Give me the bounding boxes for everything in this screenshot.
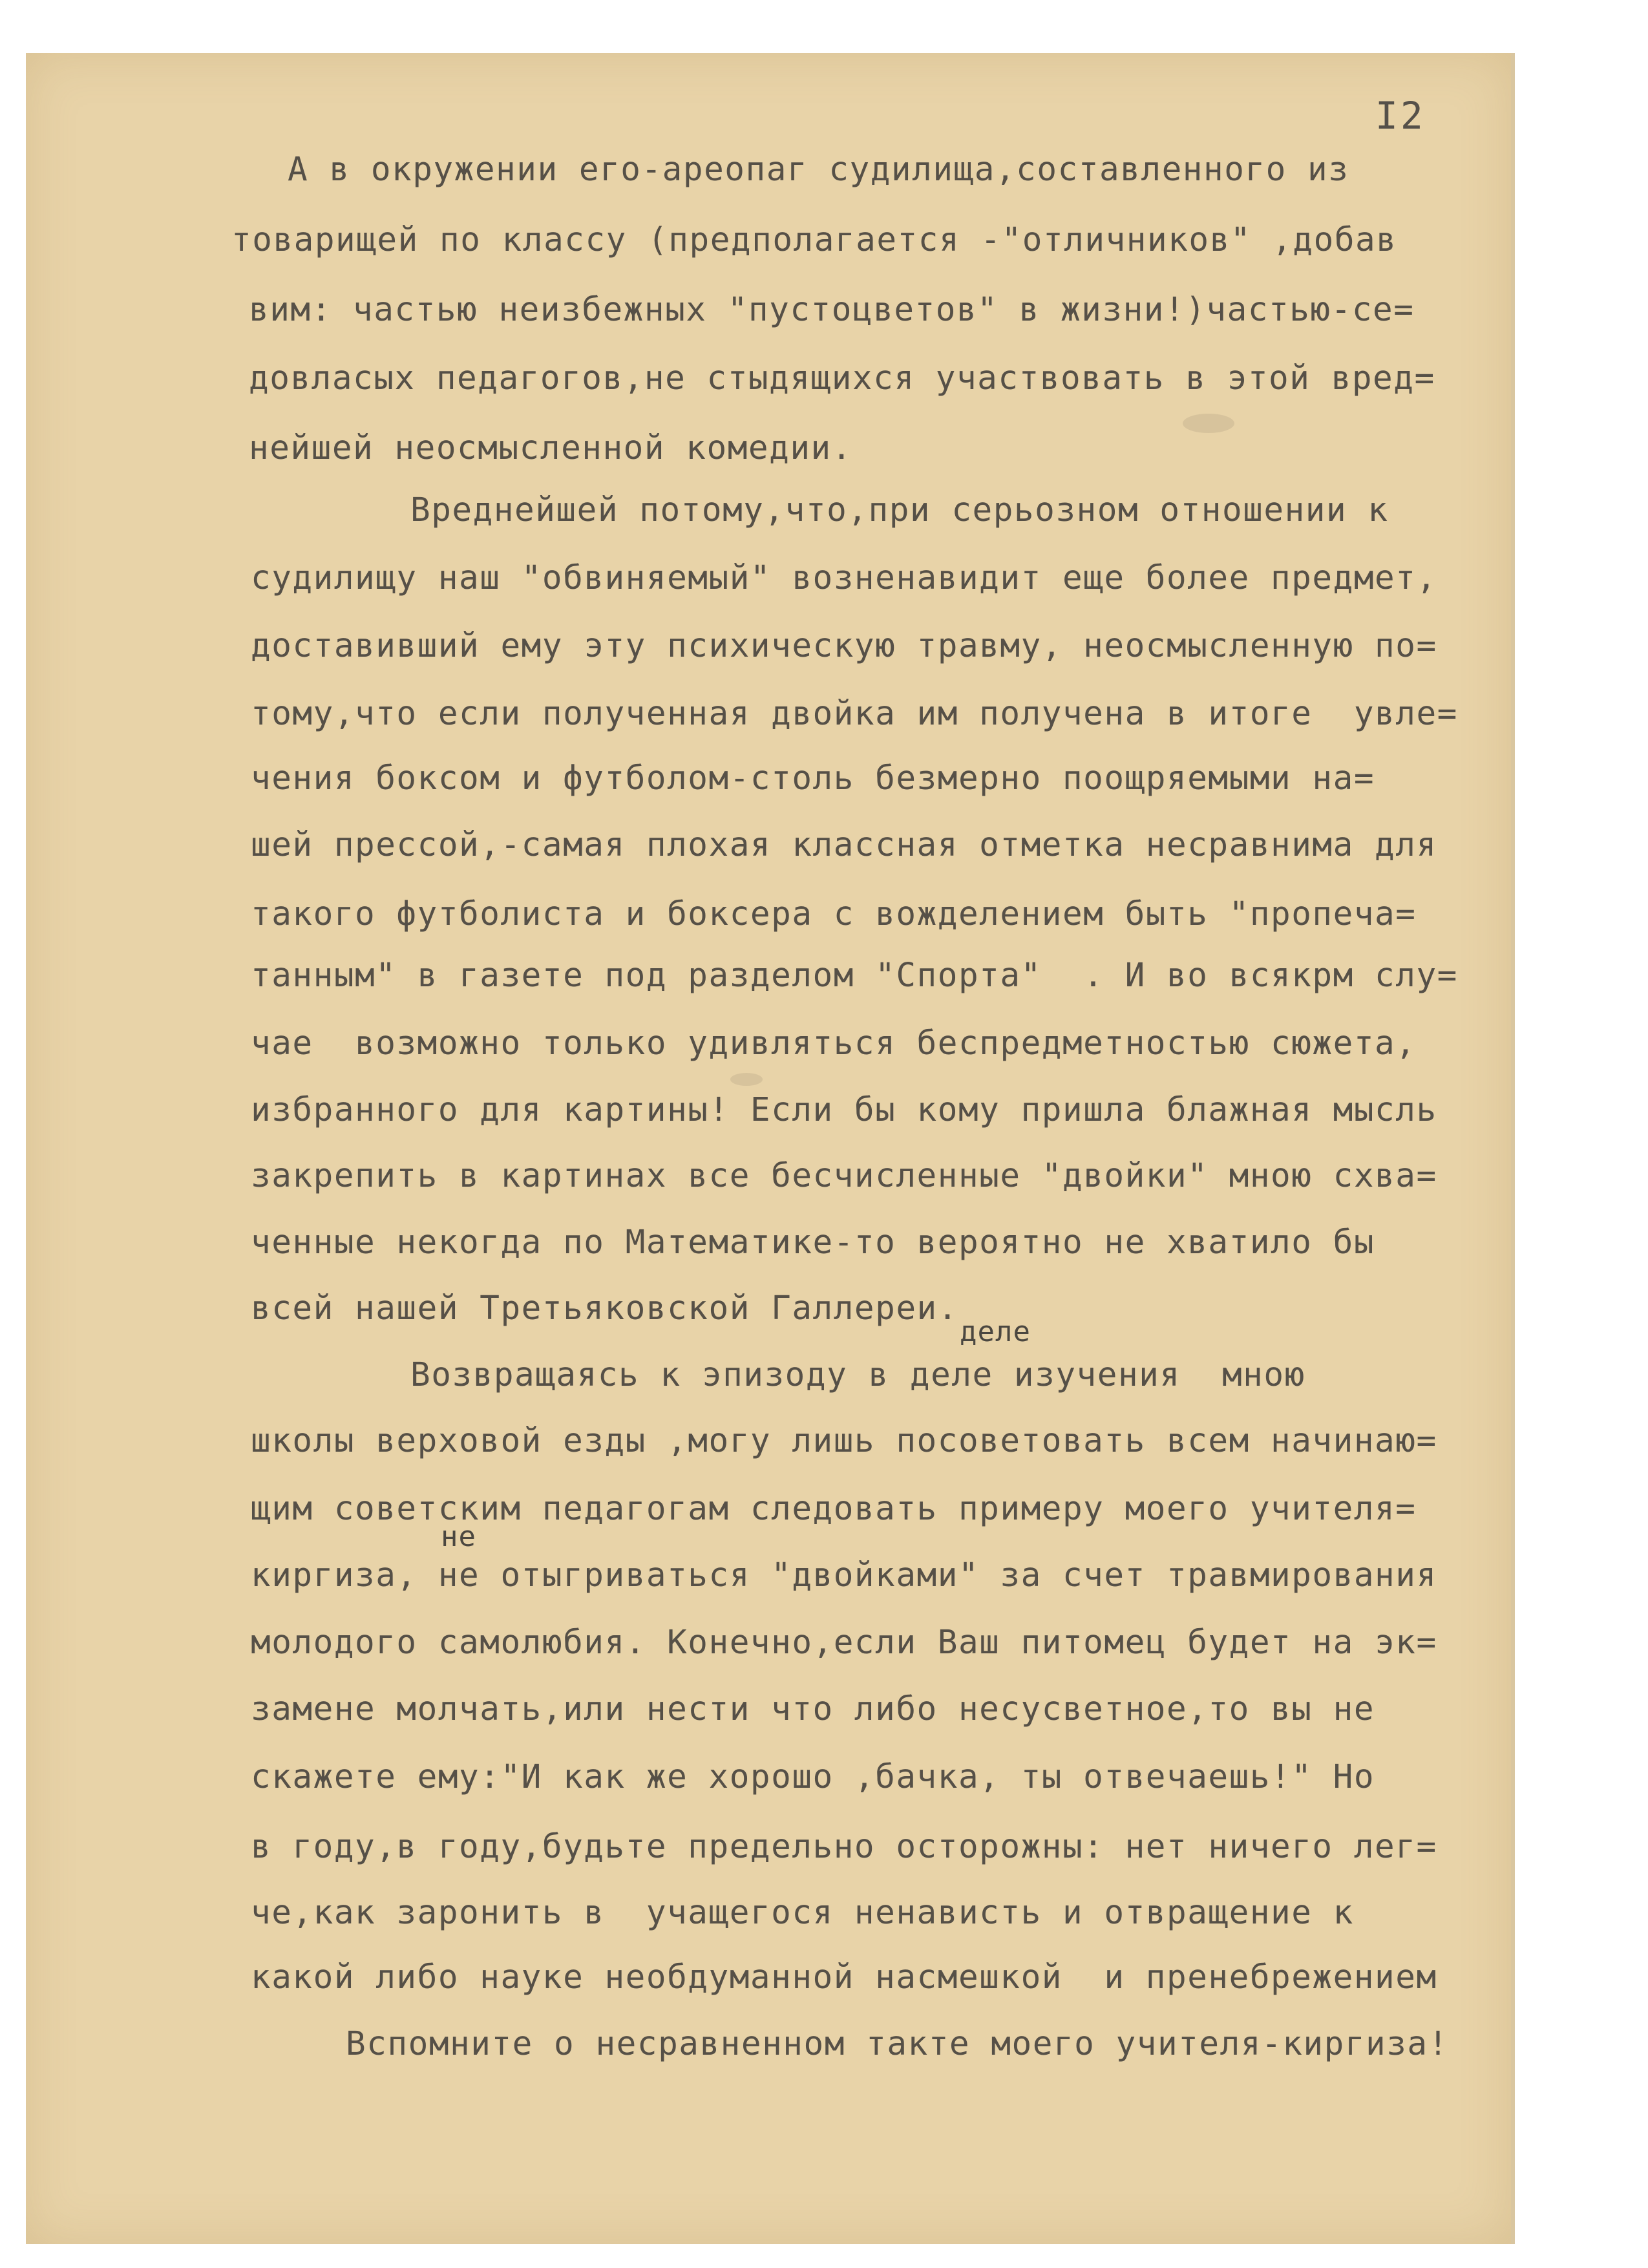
paper-stain xyxy=(730,1073,763,1086)
text-line: скажете ему:"И как же хорошо ,бачка, ты отвечаешь!" Но xyxy=(251,1758,1375,1796)
paper-stain xyxy=(1183,414,1234,433)
paper-edge xyxy=(1511,53,1515,2244)
handwritten-insertion: не xyxy=(441,1520,476,1553)
text-line: Вспомните о несравненном такте моего учителя-киргиза! xyxy=(346,2025,1449,2063)
text-line: шей прессой,-самая плохая классная отметка несравнима для xyxy=(251,826,1437,864)
text-line: киргиза, не отыгриваться "двойками" за счет травмирования xyxy=(251,1556,1437,1595)
text-line: всей нашей Третьяковской Галлереи. xyxy=(251,1289,958,1328)
text-line: товарищей по классу (предполагается -"отличников" ,добав xyxy=(231,221,1397,259)
text-line: школы верховой езды ,могу лишь посоветовать всем начинаю= xyxy=(251,1422,1437,1460)
text-line: вим: частью неизбежных "пустоцветов" в жизни!)частью-се= xyxy=(249,291,1415,329)
page-number: I2 xyxy=(1375,94,1426,138)
text-line: танным" в газете под разделом "Спорта" . И во всякрм слу= xyxy=(251,957,1458,995)
text-line: молодого самолюбия. Конечно,если Ваш питомец будет на эк= xyxy=(251,1624,1437,1662)
text-line: нейшей неосмысленной комедии. xyxy=(249,429,852,467)
text-line: Возвращаясь к эпизоду в деле изучения мною xyxy=(410,1356,1305,1394)
text-line: ченные некогда по Математике-то вероятно не хватило бы xyxy=(251,1224,1375,1262)
handwritten-insertion: деле xyxy=(960,1315,1031,1348)
text-line: Вреднейшей потому,что,при серьозном отношении к xyxy=(410,491,1389,529)
text-line: А в окружении его-ареопаг судилища,составленного из xyxy=(288,151,1349,189)
text-line: замене молчать,или нести что либо несусветное,то вы не xyxy=(251,1690,1375,1728)
text-line: чае возможно только удивляться беспредметностью сюжета, xyxy=(251,1024,1417,1063)
text-line: судилищу наш "обвиняемый" возненавидит еще более предмет, xyxy=(251,559,1437,597)
text-line: такого футболиста и боксера с вожделением быть "пропеча= xyxy=(251,895,1417,933)
text-line: доставивший ему эту психическую травму, неосмысленную по= xyxy=(251,627,1437,665)
text-line: тому,что если полученная двойка им получена в итоге увле= xyxy=(251,695,1458,733)
text-line: щим советским педагогам следовать примеру моего учителя= xyxy=(251,1490,1417,1528)
text-line: какой либо науке необдуманной насмешкой и пренебрежением xyxy=(251,1958,1437,1997)
text-line: че,как заронить в учащегося ненависть и отвращение к xyxy=(251,1894,1354,1932)
text-line: довласых педагогов,не стыдящихся участвовать в этой вред= xyxy=(249,359,1435,397)
text-line: избранного для картины! Если бы кому пришла блажная мысль xyxy=(251,1091,1437,1129)
text-line: закрепить в картинах все бесчисленные "двойки" мною схва= xyxy=(251,1157,1437,1195)
text-line: в году,в году,будьте предельно осторожны: нет ничего лег= xyxy=(251,1828,1437,1866)
text-line: чения боксом и футболом-столь безмерно поощряемыми на= xyxy=(251,759,1375,798)
